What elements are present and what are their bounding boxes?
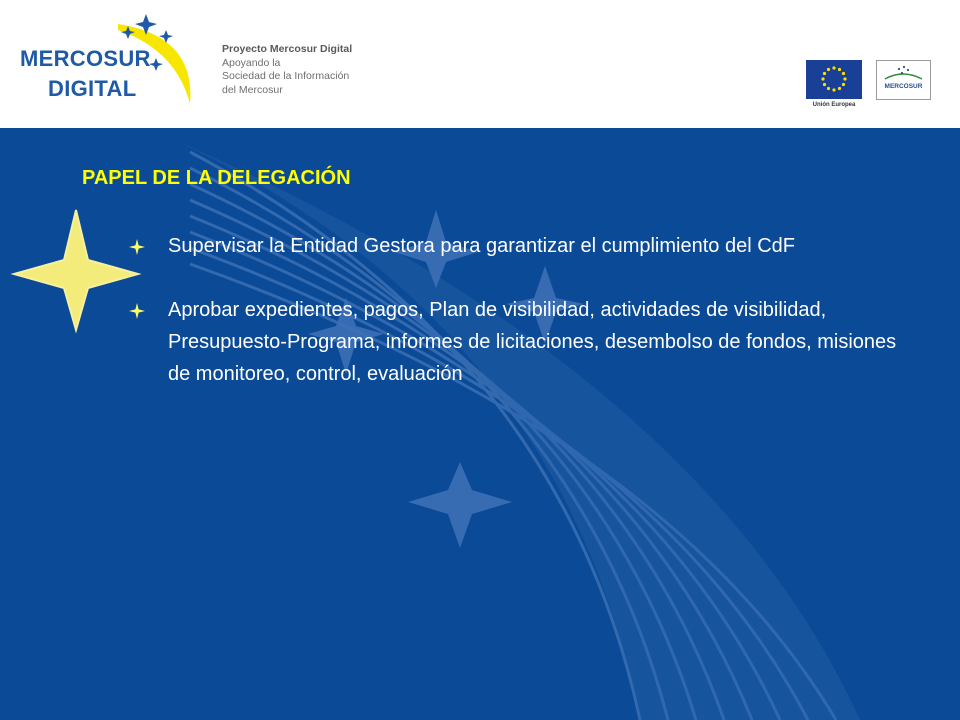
- project-title: Proyecto Mercosur Digital: [222, 43, 353, 55]
- project-description: [222, 43, 352, 97]
- mercosur-emblem-icon: [877, 61, 930, 99]
- mercosur-logo: [876, 60, 931, 100]
- logo-text-digital: DIGITAL: [48, 76, 137, 101]
- bullet-item: [128, 230, 918, 262]
- bullet-item: [128, 294, 918, 390]
- bullet-text: Supervisar la Entidad Gestora para garantizar el cumplimiento del CdF: [168, 235, 795, 257]
- faint-star-icon-4: [408, 462, 512, 548]
- eu-flag-icon: [806, 60, 862, 99]
- eu-caption: Unión Europea: [812, 102, 856, 108]
- logo-text-mercosur: MERCOSUR: [20, 46, 151, 71]
- background-decoration: [0, 128, 960, 720]
- header: [0, 0, 960, 128]
- bullet-text: Aprobar expedientes, pagos, Plan de visibilidad, actividades de visibilidad, Presupuesto-Programa, informes de licitaciones, desembolso de fondos, misiones de monitoreo, control, evaluación: [168, 299, 897, 385]
- project-line-1: Apoyando la: [222, 56, 281, 69]
- eu-stars-ring-icon: [807, 61, 861, 98]
- bullet-list: [128, 230, 918, 390]
- four-point-star-icon: [128, 238, 146, 256]
- eu-logo: [806, 60, 862, 118]
- project-line-2: Sociedad de la Información: [222, 70, 350, 82]
- mercosur-caption: MERCOSUR: [884, 83, 923, 90]
- slide-title: PAPEL DE LA DELEGACIÓN: [82, 167, 351, 189]
- large-yellow-star-icon: [14, 210, 138, 330]
- project-line-3: del Mercosur: [222, 83, 283, 96]
- four-point-star-icon: [128, 302, 146, 320]
